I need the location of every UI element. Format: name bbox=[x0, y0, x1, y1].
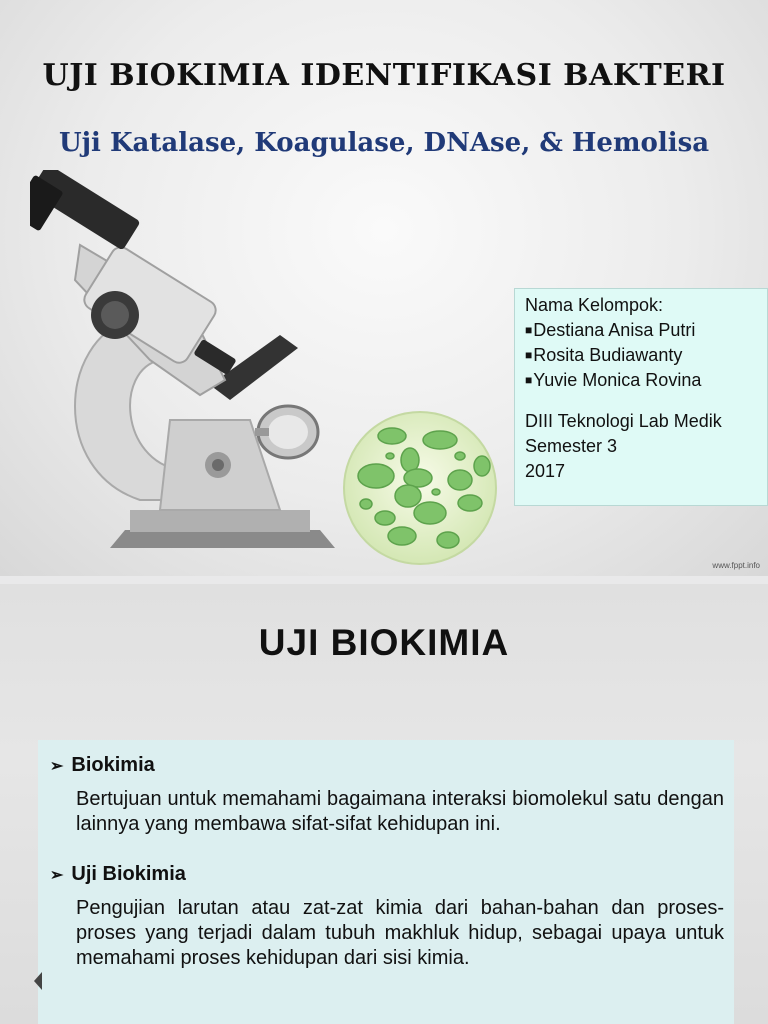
year-text: 2017 bbox=[525, 461, 566, 481]
member-item: ■Rosita Budiawanty bbox=[525, 345, 683, 365]
semester-text: Semester 3 bbox=[525, 436, 618, 456]
arrow-right-icon: ➢ bbox=[50, 866, 64, 884]
square-bullet-icon: ■ bbox=[525, 348, 533, 362]
prev-slide-arrow-icon[interactable] bbox=[34, 972, 42, 990]
content-block bbox=[50, 863, 724, 971]
square-bullet-icon: ■ bbox=[525, 323, 533, 337]
group-label: Nama Kelompok: bbox=[525, 295, 664, 315]
slide-subtitle: Uji Katalase, Koagulase, DNAse, & Hemolisa bbox=[58, 128, 710, 158]
square-bullet-icon: ■ bbox=[525, 373, 533, 387]
content-block bbox=[50, 754, 724, 837]
microscope-illustration bbox=[30, 170, 350, 550]
cell-culture-circle bbox=[340, 408, 500, 568]
member-item: ■Yuvie Monica Rovina bbox=[525, 370, 702, 390]
slide-title: UJI BIOKIMIA IDENTIFIKASI BAKTERI bbox=[42, 58, 726, 93]
block-text: Bertujuan untuk memahami bagaimana interaksi biomolekul satu dengan lainnya yang membawa sifat-sifat kehidupan ini. bbox=[76, 788, 724, 835]
content-slide bbox=[0, 584, 768, 1024]
block-text: Pengujian larutan atau zat-zat kimia dari bahan-bahan dan proses-proses yang terjadi dalam tubuh makhluk hidup, sebagai upaya untuk memahami proses kehidupan dari sisi kimia. bbox=[76, 897, 724, 969]
group-info-box bbox=[514, 288, 768, 506]
slide-divider bbox=[0, 576, 768, 584]
block-heading: ➢ Biokimia bbox=[50, 754, 155, 776]
slide-title: UJI BIOKIMIA bbox=[258, 622, 510, 663]
watermark: www.fppt.info bbox=[712, 561, 760, 570]
member-item: ■Destiana Anisa Putri bbox=[525, 320, 696, 340]
program-text: DIII Teknologi Lab Medik bbox=[525, 411, 722, 431]
content-box bbox=[38, 740, 734, 1024]
block-heading: ➢ Uji Biokimia bbox=[50, 863, 186, 885]
arrow-right-icon: ➢ bbox=[50, 757, 64, 775]
